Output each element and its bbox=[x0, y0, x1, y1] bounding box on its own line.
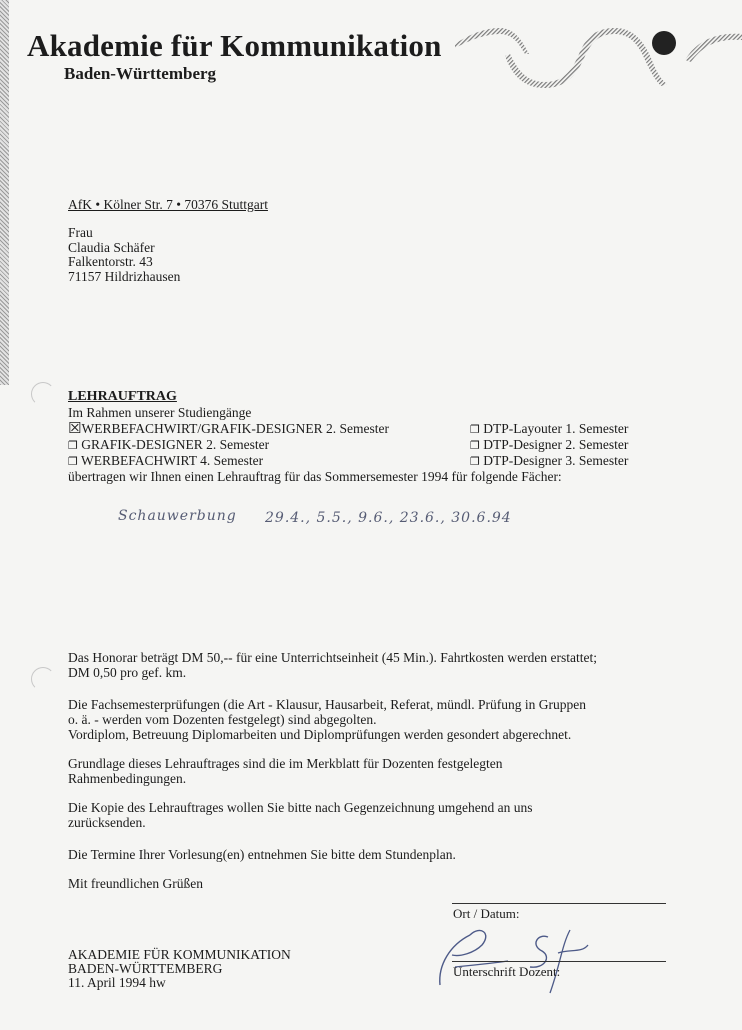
footer-block bbox=[68, 948, 291, 990]
option-werbefachwirt: ❐ WERBEFACHWIRT 4. Semester bbox=[68, 453, 264, 468]
sender-line: AfK • Kölner Str. 7 • 70376 Stuttgart bbox=[68, 197, 268, 212]
wave-logo-icon bbox=[455, 20, 742, 90]
paragraph-gruss: Mit freundlichen Grüßen bbox=[68, 876, 203, 891]
checkbox-icon: ❐ bbox=[470, 439, 480, 452]
signature-line bbox=[452, 961, 666, 962]
recipient-city: 71157 Hildrizhausen bbox=[68, 268, 181, 284]
page-edge-hatching bbox=[0, 0, 9, 385]
option-dtp-designer-3: ❐ DTP-Designer 3. Semester bbox=[470, 453, 629, 468]
transfer-line: übertragen wir Ihnen einen Lehrauftrag für das Sommersemester 1994 für folgende Fächer: bbox=[68, 469, 562, 484]
checkbox-icon: ❐ bbox=[68, 455, 78, 468]
footer-region: BADEN-WÜRTTEMBERG bbox=[68, 961, 223, 976]
footer-date: 11. April 1994 hw bbox=[68, 975, 166, 990]
place-date-line bbox=[452, 903, 666, 904]
handwritten-subject: Schauwerbung bbox=[118, 508, 237, 524]
paragraph-grundlage: Grundlage dieses Lehrauftrages sind die im Merkblatt für Dozenten festgelegten Rahmenbedingungen. bbox=[68, 756, 503, 786]
contract-intro: Im Rahmen unserer Studiengänge bbox=[68, 405, 252, 420]
option-dtp-designer-2: ❐ DTP-Designer 2. Semester bbox=[470, 437, 629, 452]
contract-heading: LEHRAUFTRAG bbox=[68, 389, 177, 404]
option-grafik-designer: ❐ GRAFIK-DESIGNER 2. Semester bbox=[68, 437, 270, 452]
option-werbefachwirt-grafik: ☒WERBEFACHWIRT/GRAFIK-DESIGNER 2. Semester bbox=[68, 419, 389, 437]
paragraph-kopie: Die Kopie des Lehrauftrages wollen Sie bitte nach Gegenzeichnung umgehend an uns zurücksenden. bbox=[68, 800, 533, 830]
paragraph-pruefungen: Die Fachsemesterprüfungen (die Art - Klausur, Hausarbeit, Referat, mündl. Prüfung in Gruppen o. ä. - werden vom Dozenten festgelegt) sind abgegolten. Vordiplom, Betreuung Diplomarbeiten und Diplomprüfungen werden gesondert abgerechnet. bbox=[68, 697, 586, 742]
option-dtp-layouter: ❐ DTP-Layouter 1. Semester bbox=[470, 421, 629, 436]
signature-label: Unterschrift Dozent: bbox=[453, 964, 561, 979]
recipient-address bbox=[68, 226, 180, 284]
handwritten-signature bbox=[430, 905, 600, 1000]
recipient-salutation: Frau bbox=[68, 225, 93, 240]
paragraph-honorar: Das Honorar beträgt DM 50,-- für eine Unterrichtseinheit (45 Min.). Fahrtkosten werden erstattet; DM 0,50 pro gef. km. bbox=[68, 650, 597, 680]
paragraph-termine: Die Termine Ihrer Vorlesung(en) entnehmen Sie bitte dem Stundenplan. bbox=[68, 847, 456, 862]
handwritten-dates: 29.4., 5.5., 9.6., 23.6., 30.6.94 bbox=[265, 510, 512, 526]
footer-org: AKADEMIE FÜR KOMMUNIKATION bbox=[68, 947, 291, 962]
checkbox-icon: ❐ bbox=[470, 455, 480, 468]
checkbox-icon: ❐ bbox=[470, 423, 480, 436]
punch-hole-top bbox=[31, 382, 55, 406]
place-date-label: Ort / Datum: bbox=[453, 906, 520, 921]
punch-hole-bottom bbox=[31, 667, 55, 691]
checkbox-icon: ❐ bbox=[68, 439, 78, 452]
recipient-name: Claudia Schäfer bbox=[68, 239, 155, 255]
recipient-street: Falkentorstr. 43 bbox=[68, 254, 153, 269]
letterhead-subtitle: Baden-Württemberg bbox=[64, 64, 217, 83]
letterhead-title: Akademie für Kommunikation bbox=[27, 28, 442, 63]
checked-box-icon: ☒ bbox=[68, 419, 82, 437]
